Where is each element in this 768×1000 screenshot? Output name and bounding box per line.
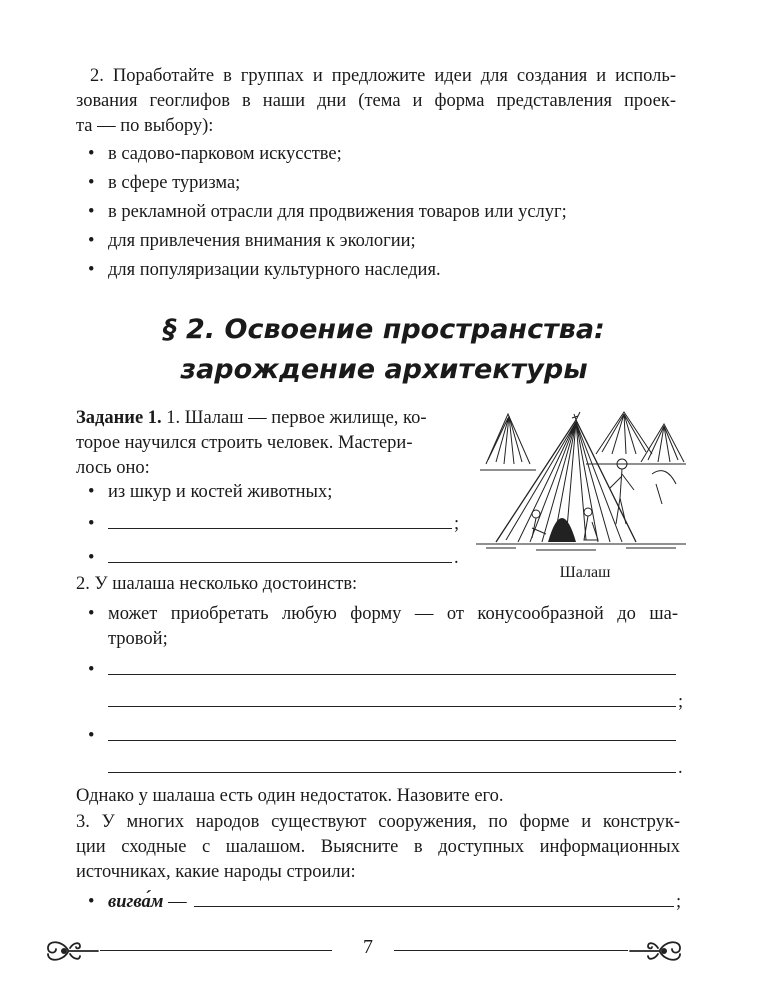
section-heading-line1: § 2. Освоение пространства: [163,314,605,345]
item2-bullet-1-line2: тровой; [108,629,168,649]
answer-line[interactable] [108,528,452,529]
zadanie1-text-line2: торое научился строить человек. Мастери- [76,433,413,453]
zadanie1-text-line3: лось оно: [76,458,150,478]
semicolon: ; [676,892,682,912]
period: . [454,548,459,568]
item3-text [76,810,680,885]
footer-rule-right [394,950,628,951]
image-caption: Шалаш [559,564,611,581]
zadanie1-bullet-1: • из шкур и костей животных; [88,482,333,502]
zadanie1-text [76,406,466,481]
page-number: 7 [363,936,373,958]
list-item: • в рекламной отрасли для продвижения товаров или услуг; [88,200,688,229]
footer-rule-left [100,950,332,951]
item2-title: 2. У шалаша несколько достоинств: [76,574,358,594]
zadanie1-text-line1: 1. Шалаш — первое жилище, ко- [161,408,427,428]
shalash-drawing [476,394,686,554]
answer-line[interactable] [194,906,674,907]
list-item: • для популяризации культурного наследия. [88,258,688,287]
item2-bullet-1: • может приобретать любую форму — от конусообразной до ша- тровой; [88,602,678,652]
list-item: • для привлечения внимания к экологии; [88,229,688,258]
footer-ornament-left [40,934,100,968]
semicolon: ; [454,514,460,534]
zadanie1-label: Задание 1. [76,408,162,428]
item3-line3: источниках, какие народы строили: [76,862,356,882]
answer-line[interactable] [108,772,676,773]
task2-intro-line1: 2. Поработайте в группах и предложите идеи для создания и исполь- [90,66,676,86]
item3-line2: ции сходные с шалашом. Выясните в доступных информационных [76,837,680,857]
page: 2. Поработайте в группах и предложите идеи для создания и исполь- зования геоглифов в наши дни (тема и форма представления проек- та — по выбору): • в садово-парковом искусстве; • в сфере туризма; • в рекламной отрасли для продвижения товаров или услуг; • для привлечения внимания к экологии; • для популяризации культурного наследия. § 2. Освоение пространства: зарождение архитектуры Задание 1. 1. Шалаш — первое жилище, ко- торое научился строить человек. Мастери- лось оно: • из шкур и костей животных; • ; • . Шалаш 2. У шалаша несколько достоинств: • может приобретать любую форму — от конусообразной до ша- тровой; • ; • . Однако у шалаша есть один недостаток. Назовите его. 3. У многих народов существуют сооружения, по форме и конструк- ции сходные с шалашом. Выясните в доступных информационных источниках, какие народы строили: • вигва́м — ; 7 [0,0,768,1000]
footer-ornament-right [628,934,688,968]
drawback-question: Однако у шалаша есть один недостаток. Назовите его. [76,786,504,806]
wigwam-term: вигва́м [108,892,164,912]
section-heading [0,310,768,390]
shalash-illustration [476,394,686,554]
answer-line[interactable] [108,740,676,741]
ornament-icon [40,934,100,968]
item3-bullet-wigwam: • вигва́м — [88,892,187,912]
ornament-icon [628,934,688,968]
period: . [678,758,683,778]
answer-line[interactable] [108,706,676,707]
semicolon: ; [678,692,684,712]
list-item: • в сфере туризма; [88,171,688,200]
wigwam-dash: — [163,892,187,912]
item3-line1: 3. У многих народов существуют сооружения, по форме и конструк- [76,812,680,832]
section-heading-line2: зарождение архитектуры [180,354,588,385]
task2-intro-line3: та — по выбору): [76,116,214,136]
item2-bullet-1-line1: может приобретать любую форму — от конусообразной до ша- [108,604,678,624]
task2-bullet-list [88,142,688,287]
list-item: • в садово-парковом искусстве; [88,142,688,171]
task2-intro [76,64,676,139]
answer-line[interactable] [108,674,676,675]
answer-line[interactable] [108,562,452,563]
task2-intro-line2: зования геоглифов в наши дни (тема и форма представления проек- [76,91,676,111]
zadanie1-bullet-1-text: из шкур и костей животных; [108,482,333,502]
